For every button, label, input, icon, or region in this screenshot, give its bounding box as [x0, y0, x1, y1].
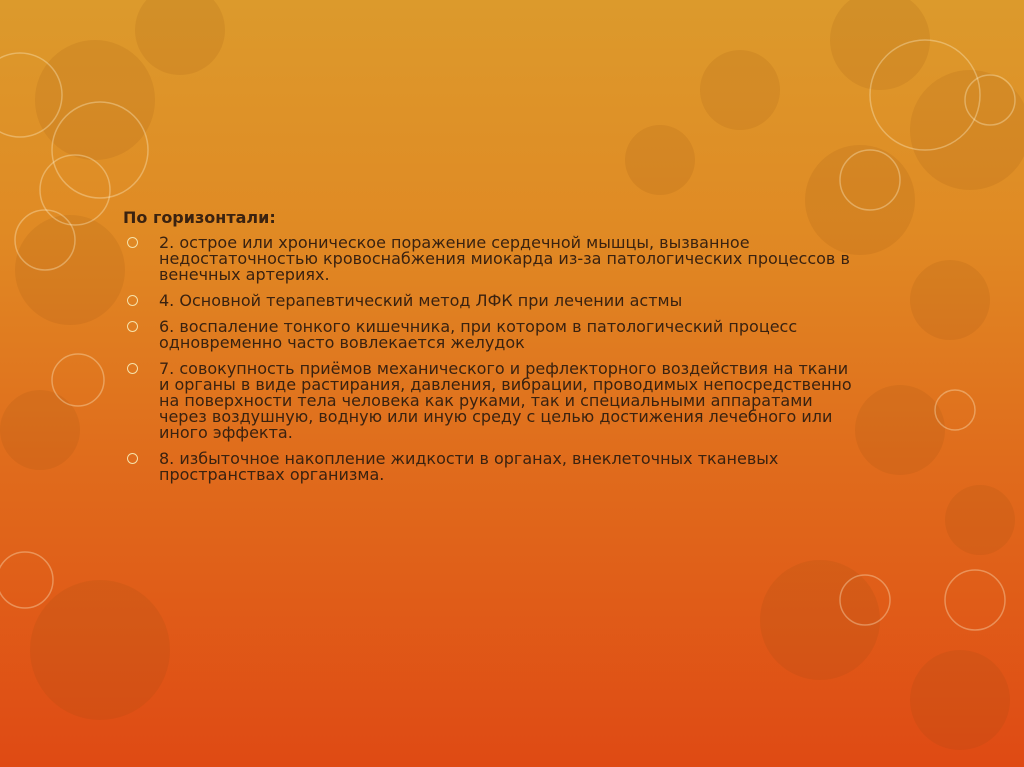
circle-bullet-icon: [127, 321, 138, 332]
circle-bullet-icon: [127, 237, 138, 248]
circle-bullet-icon: [127, 453, 138, 464]
list-item: [123, 235, 863, 283]
circle-bullet-icon: [127, 363, 138, 374]
slide-body: [123, 208, 863, 493]
list-item-text: 7. совокупность приёмов механического и рефлекторного воздействия на ткани и органы в виде растирания, давления, вибрации, проводимых непосредственно на поверхности тела человека как руками, так и специальными аппаратами через воздушную, водную или иную среду с целью достижения лечебного или иного эффекта.: [159, 359, 852, 442]
slide-heading: По горизонтали:: [123, 208, 276, 227]
list-item-text: 2. острое или хроническое поражение сердечной мышцы, вызванное недостаточностью кровоснабжения миокарда из-за патологических процессов в венечных артериях.: [159, 233, 850, 284]
list-item-text: 6. воспаление тонкого кишечника, при котором в патологический процесс одновременно часто вовлекается желудок: [159, 317, 798, 352]
bullet-list: [123, 235, 863, 483]
list-item: [123, 361, 863, 441]
list-item-text: 4. Основной терапевтический метод ЛФК при лечении астмы: [159, 291, 683, 310]
list-item: [123, 451, 863, 483]
list-item-text: 8. избыточное накопление жидкости в органах, внеклеточных тканевых пространствах организма.: [159, 449, 779, 484]
list-item: [123, 319, 863, 351]
list-item: [123, 293, 863, 309]
circle-bullet-icon: [127, 295, 138, 306]
